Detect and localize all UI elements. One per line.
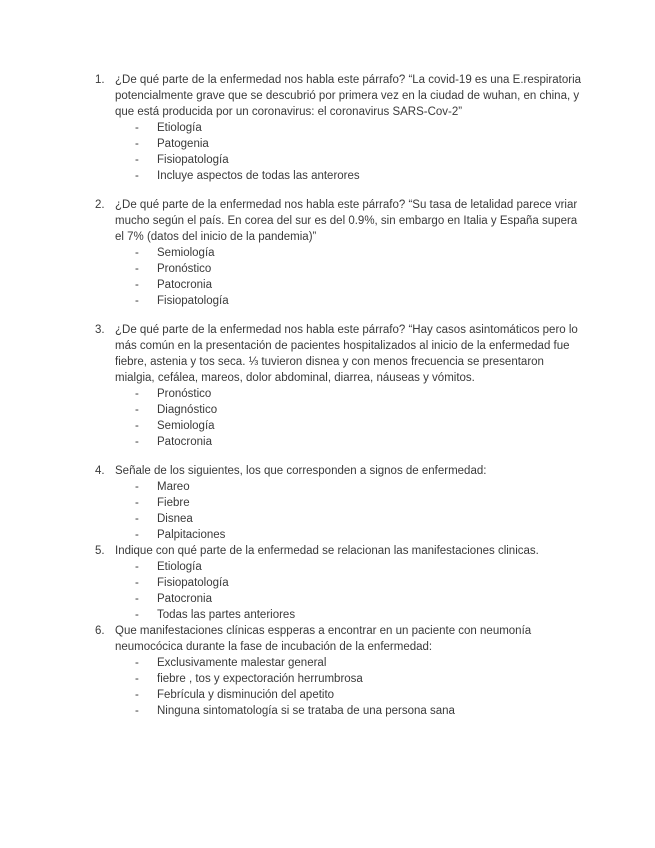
answer-option-label: Febrícula y disminución del apetito bbox=[157, 689, 335, 701]
dash-bullet: - bbox=[135, 263, 139, 275]
answer-option-label: Semiología bbox=[157, 420, 215, 432]
question-text: Señale de los siguientes, los que corresponden a signos de enfermedad: bbox=[115, 465, 487, 477]
question-options bbox=[115, 559, 582, 623]
answer-option bbox=[115, 495, 582, 511]
question-number: 4. bbox=[95, 465, 105, 477]
answer-option-label: Incluye aspectos de todas las anterores bbox=[157, 170, 360, 182]
answer-option bbox=[115, 527, 582, 543]
dash-bullet: - bbox=[135, 705, 139, 717]
dash-bullet: - bbox=[135, 404, 139, 416]
answer-option bbox=[115, 386, 582, 402]
dash-bullet: - bbox=[135, 295, 139, 307]
answer-option bbox=[115, 136, 582, 152]
answer-option-label: Palpitaciones bbox=[157, 529, 226, 541]
question-options bbox=[115, 479, 582, 543]
question-options bbox=[115, 386, 582, 450]
dash-bullet: - bbox=[135, 513, 139, 525]
answer-option-label: Fiebre bbox=[157, 497, 190, 509]
question-body bbox=[115, 322, 582, 450]
question-body bbox=[115, 623, 582, 719]
question-body bbox=[115, 197, 582, 309]
answer-option bbox=[115, 687, 582, 703]
answer-option-label: Semiología bbox=[157, 247, 215, 259]
answer-option-label: Disnea bbox=[157, 513, 193, 525]
answer-option-label: Fisiopatología bbox=[157, 577, 229, 589]
dash-bullet: - bbox=[135, 497, 139, 509]
dash-bullet: - bbox=[135, 481, 139, 493]
answer-option bbox=[115, 655, 582, 671]
dash-bullet: - bbox=[135, 279, 139, 291]
question-text: Indique con qué parte de la enfermedad se relacionan las manifestaciones clinicas. bbox=[115, 545, 539, 557]
question-number: 5. bbox=[95, 545, 105, 557]
dash-bullet: - bbox=[135, 609, 139, 621]
answer-option-label: Mareo bbox=[157, 481, 190, 493]
dash-bullet: - bbox=[135, 170, 139, 182]
answer-option bbox=[115, 434, 582, 450]
answer-option bbox=[115, 479, 582, 495]
dash-bullet: - bbox=[135, 689, 139, 701]
dash-bullet: - bbox=[135, 561, 139, 573]
answer-option-label: Pronóstico bbox=[157, 388, 212, 400]
answer-option bbox=[115, 591, 582, 607]
answer-option-label: Patocronia bbox=[157, 279, 212, 291]
answer-option-label: Todas las partes anteriores bbox=[157, 609, 296, 621]
question-options bbox=[115, 120, 582, 184]
question-body bbox=[115, 543, 582, 623]
question-number: 1. bbox=[95, 74, 105, 86]
answer-option bbox=[115, 671, 582, 687]
answer-option bbox=[115, 559, 582, 575]
answer-option bbox=[115, 418, 582, 434]
answer-option bbox=[115, 511, 582, 527]
answer-option-label: Pronóstico bbox=[157, 263, 212, 275]
answer-option bbox=[115, 152, 582, 168]
answer-option-label: Patogenia bbox=[157, 138, 209, 150]
answer-option bbox=[115, 168, 582, 184]
answer-option bbox=[115, 245, 582, 261]
answer-option-label: Patocronia bbox=[157, 593, 212, 605]
question-text: ¿De qué parte de la enfermedad nos habla este párrafo? “Hay casos asintomáticos pero lo más común en la presentación de pacientes hospitalizados al inicio de la enfermedad fue fiebre, astenia y tos seca. ⅓ tuvieron disnea y con menos frecuencia se presentaron mialgia, cefálea, mareos, dolor abdominal, diarrea, náuseas y vómitos. bbox=[115, 324, 578, 384]
question-item bbox=[95, 463, 582, 543]
question-number: 2. bbox=[95, 199, 105, 211]
dash-bullet: - bbox=[135, 388, 139, 400]
answer-option-label: Diagnóstico bbox=[157, 404, 218, 416]
dash-bullet: - bbox=[135, 138, 139, 150]
question-item bbox=[95, 543, 582, 623]
question-text: ¿De qué parte de la enfermedad nos habla este párrafo? “Su tasa de letalidad parece vriar mucho según el país. En corea del sur es del 0.9%, sin embargo en Italia y España supera el 7% (datos del inicio de la pandemia)” bbox=[115, 199, 578, 243]
question-number: 6. bbox=[95, 625, 105, 637]
question-body bbox=[115, 72, 582, 184]
question-item bbox=[95, 197, 582, 309]
question-options bbox=[115, 245, 582, 309]
answer-option bbox=[115, 703, 582, 719]
answer-option bbox=[115, 120, 582, 136]
dash-bullet: - bbox=[135, 122, 139, 134]
question-item bbox=[95, 623, 582, 719]
dash-bullet: - bbox=[135, 673, 139, 685]
question-number: 3. bbox=[95, 324, 105, 336]
dash-bullet: - bbox=[135, 529, 139, 541]
answer-option bbox=[115, 607, 582, 623]
answer-option-label: Exclusivamente malestar general bbox=[157, 657, 327, 669]
question-options bbox=[115, 655, 582, 719]
question-text: ¿De qué parte de la enfermedad nos habla este párrafo? “La covid-19 es una E.respiratoria potencialmente grave que se descubrió por primera vez en la ciudad de wuhan, en china, y que está producida por un coronavirus: el coronavirus SARS-Cov-2” bbox=[115, 74, 582, 118]
question-text: Que manifestaciones clínicas espperas a encontrar en un paciente con neumonía neumocócica durante la fase de incubación de la enfermedad: bbox=[115, 625, 532, 653]
answer-option bbox=[115, 402, 582, 418]
dash-bullet: - bbox=[135, 247, 139, 259]
answer-option-label: fiebre , tos y expectoración herrumbrosa bbox=[157, 673, 363, 685]
answer-option bbox=[115, 575, 582, 591]
answer-option bbox=[115, 277, 582, 293]
dash-bullet: - bbox=[135, 577, 139, 589]
dash-bullet: - bbox=[135, 420, 139, 432]
answer-option-label: Etiología bbox=[157, 561, 202, 573]
answer-option-label: Etiología bbox=[157, 122, 202, 134]
dash-bullet: - bbox=[135, 593, 139, 605]
dash-bullet: - bbox=[135, 436, 139, 448]
answer-option bbox=[115, 261, 582, 277]
answer-option-label: Ninguna sintomatología si se trataba de una persona sana bbox=[157, 705, 455, 717]
question-list bbox=[95, 72, 582, 719]
question-item bbox=[95, 72, 582, 184]
answer-option-label: Fisiopatología bbox=[157, 295, 229, 307]
answer-option bbox=[115, 293, 582, 309]
question-item bbox=[95, 322, 582, 450]
answer-option-label: Fisiopatología bbox=[157, 154, 229, 166]
question-body bbox=[115, 463, 582, 543]
answer-option-label: Patocronia bbox=[157, 436, 212, 448]
dash-bullet: - bbox=[135, 154, 139, 166]
dash-bullet: - bbox=[135, 657, 139, 669]
